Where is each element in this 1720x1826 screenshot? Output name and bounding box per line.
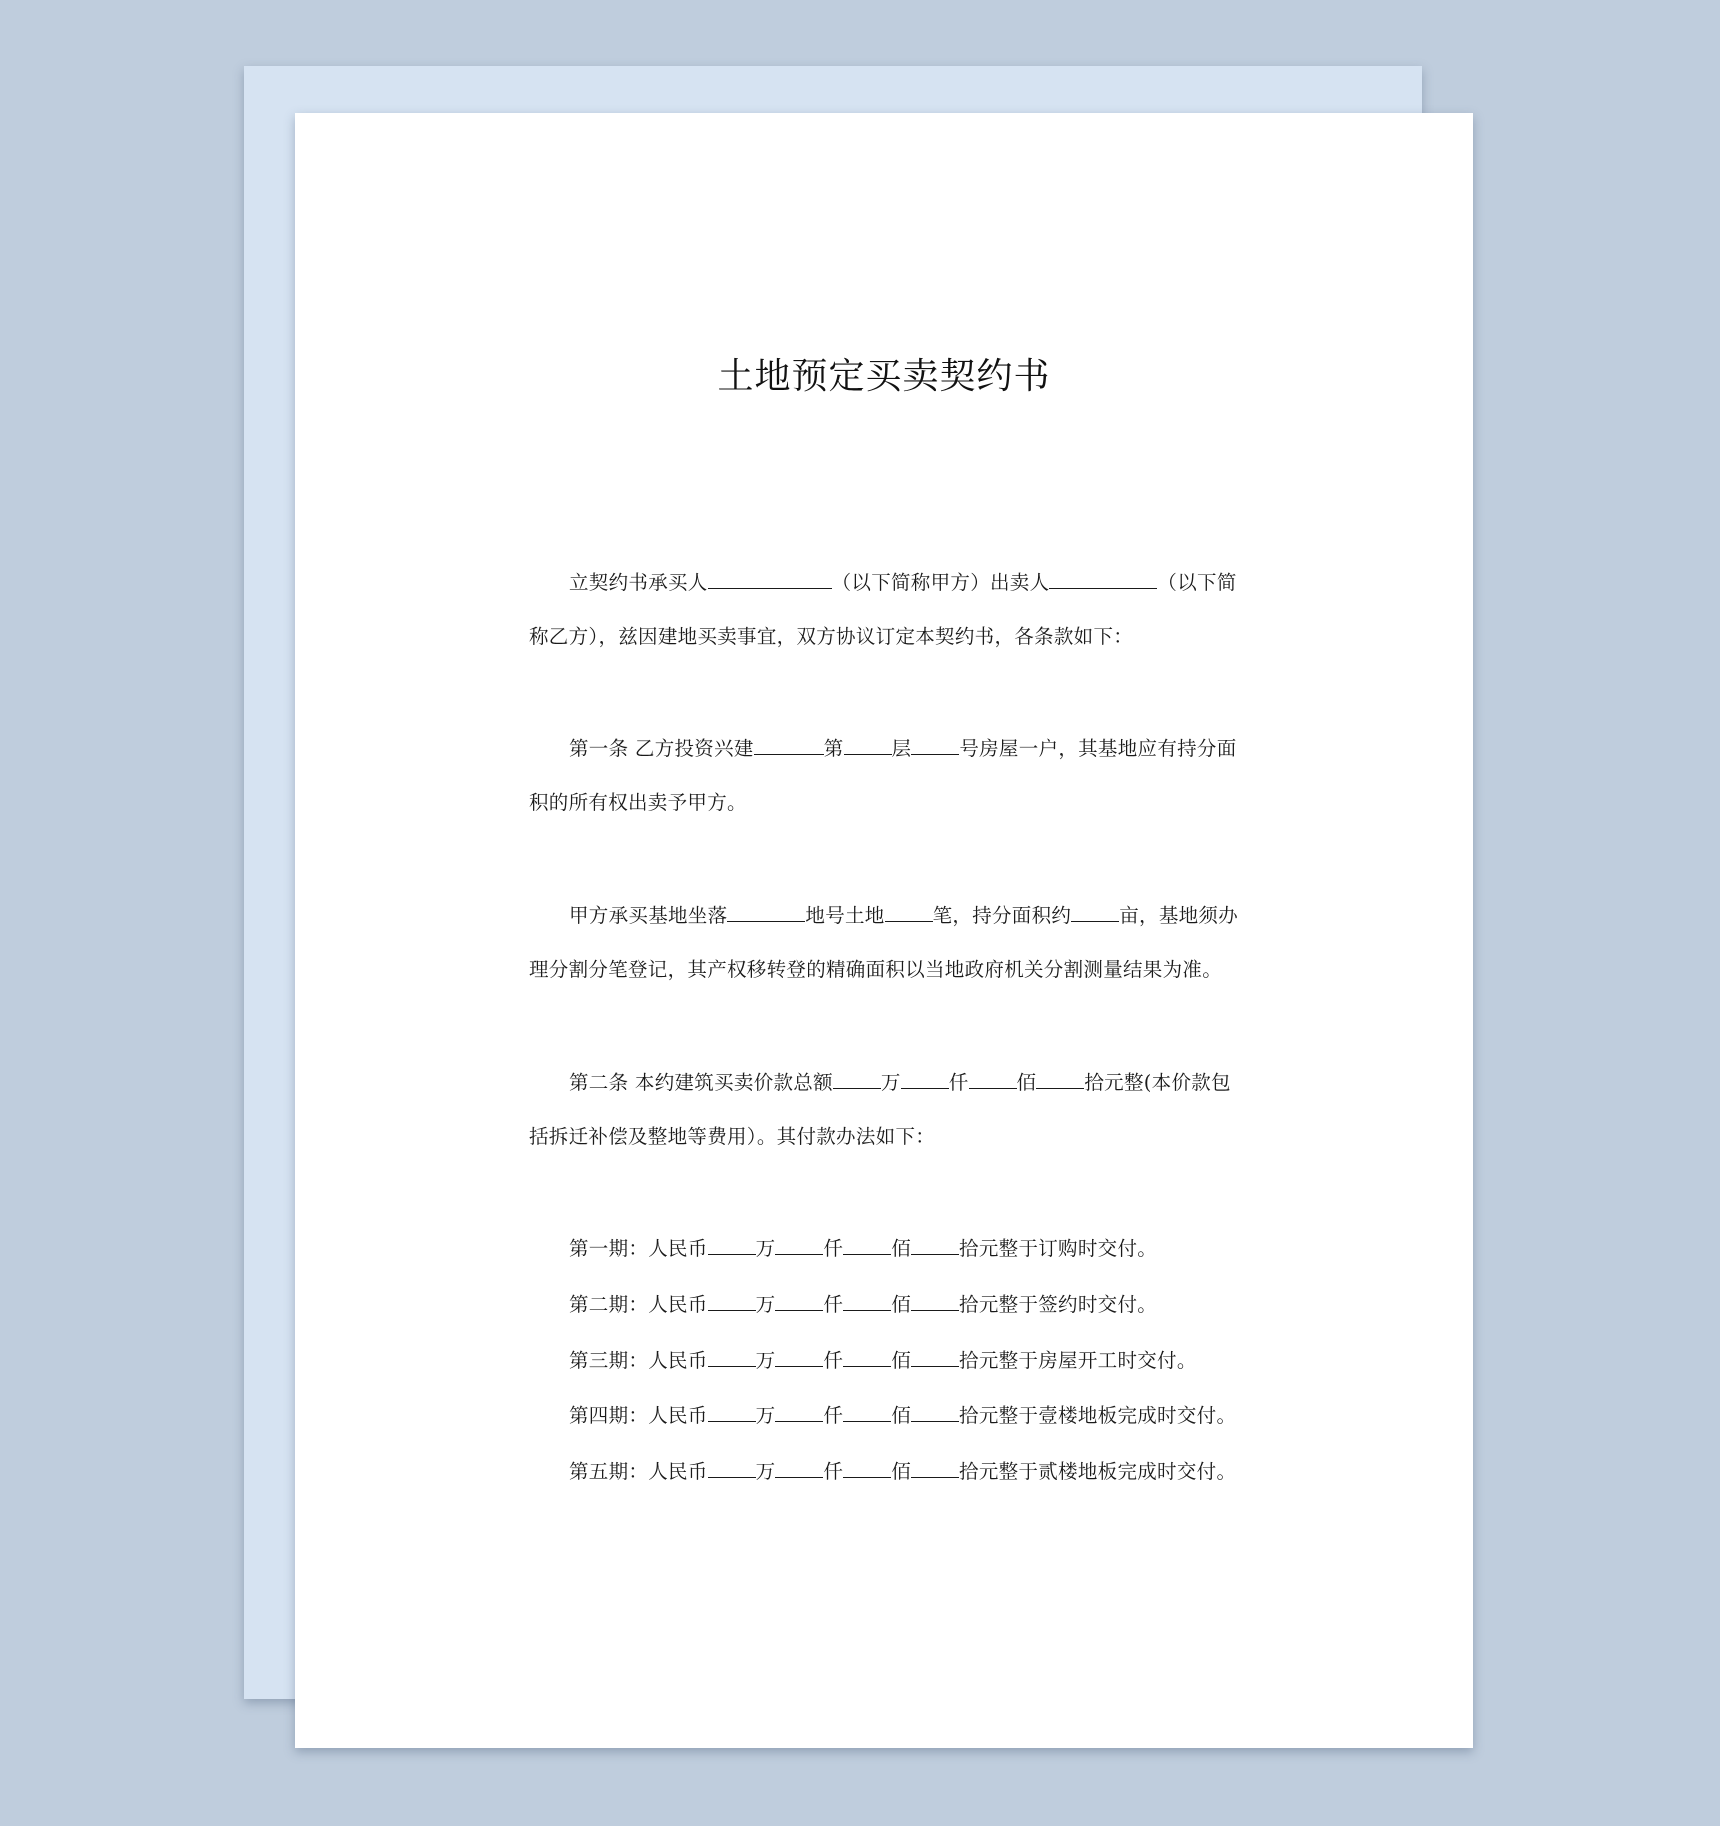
article-2-line-2: 括拆迁补偿及整地等费用）。其付款办法如下： xyxy=(529,1125,936,1148)
fill-blank xyxy=(775,1288,823,1311)
article-1-line-2: 积的所有权出卖予甲方。 xyxy=(529,791,747,814)
payment-tail: 拾元整于贰楼地板完成时交付。 xyxy=(959,1460,1237,1483)
fill-blank xyxy=(1036,1066,1084,1089)
article-text: 号房屋一户，其基地应有持分面 xyxy=(959,737,1237,760)
payment-line xyxy=(569,1288,1157,1320)
unit-text: 佰 xyxy=(891,1404,912,1427)
payment-line xyxy=(569,1232,1157,1264)
paragraph-text: 亩，基地须办 xyxy=(1119,904,1239,927)
payment-label: 第一期：人民币 xyxy=(569,1237,708,1260)
fill-blank xyxy=(754,732,824,755)
article-text: 第 xyxy=(823,737,844,760)
article-text: 层 xyxy=(891,737,912,760)
fill-blank xyxy=(911,1455,959,1478)
paragraph-2-line-2: 理分割分笔登记，其产权移转登的精确面积以当地政府机关分割测量结果为准。 xyxy=(529,958,1223,981)
fill-blank xyxy=(775,1399,823,1422)
fill-blank xyxy=(843,1232,891,1255)
unit-text: 仟 xyxy=(823,1293,844,1316)
paragraph-text: 甲方承买基地坐落 xyxy=(569,904,728,927)
paragraph-text: 地号土地 xyxy=(805,904,885,927)
unit-text: 万 xyxy=(755,1237,776,1260)
fill-blank xyxy=(911,1344,959,1367)
article-text: 仟 xyxy=(948,1071,969,1094)
fill-blank xyxy=(843,1455,891,1478)
fill-blank xyxy=(885,899,933,922)
payment-tail: 拾元整于订购时交付。 xyxy=(959,1237,1158,1260)
fill-blank xyxy=(708,1288,756,1311)
fill-blank xyxy=(708,1232,756,1255)
payment-tail: 拾元整于签约时交付。 xyxy=(959,1293,1158,1316)
document-title: 土地预定买卖契约书 xyxy=(717,356,1051,397)
article-text: 佰 xyxy=(1016,1071,1037,1094)
payment-label: 第五期：人民币 xyxy=(569,1460,708,1483)
fill-blank xyxy=(969,1066,1017,1089)
unit-text: 佰 xyxy=(891,1237,912,1260)
fill-blank xyxy=(833,1066,881,1089)
unit-text: 万 xyxy=(755,1293,776,1316)
payment-label: 第四期：人民币 xyxy=(569,1404,708,1427)
fill-blank xyxy=(843,1399,891,1422)
unit-text: 佰 xyxy=(891,1349,912,1372)
payment-tail: 拾元整于壹楼地板完成时交付。 xyxy=(959,1404,1237,1427)
fill-blank xyxy=(775,1455,823,1478)
fill-blank xyxy=(708,1344,756,1367)
fill-blank xyxy=(901,1066,949,1089)
unit-text: 仟 xyxy=(823,1237,844,1260)
article-text: 万 xyxy=(880,1071,901,1094)
fill-blank xyxy=(844,732,892,755)
article-text: 拾元整(本价款包 xyxy=(1084,1071,1231,1094)
fill-blank xyxy=(1071,899,1119,922)
fill-blank xyxy=(727,899,805,922)
payment-label: 第三期：人民币 xyxy=(569,1349,708,1372)
fill-blank xyxy=(911,1399,959,1422)
intro-line-1 xyxy=(569,566,1237,598)
fill-blank xyxy=(911,732,959,755)
fill-blank xyxy=(911,1288,959,1311)
unit-text: 佰 xyxy=(891,1293,912,1316)
article-text: 第一条 乙方投资兴建 xyxy=(569,737,754,760)
fill-blank xyxy=(775,1232,823,1255)
payment-line xyxy=(569,1455,1236,1487)
fill-blank xyxy=(708,1455,756,1478)
article-1-line-1 xyxy=(569,732,1237,764)
buyer-blank xyxy=(708,566,832,589)
intro-text: （以下简称甲方）出卖人 xyxy=(831,571,1050,594)
fill-blank xyxy=(843,1288,891,1311)
fill-blank xyxy=(911,1232,959,1255)
unit-text: 万 xyxy=(755,1460,776,1483)
unit-text: 佰 xyxy=(891,1460,912,1483)
payment-line xyxy=(569,1344,1197,1376)
fill-blank xyxy=(843,1344,891,1367)
unit-text: 仟 xyxy=(823,1349,844,1372)
payment-label: 第二期：人民币 xyxy=(569,1293,708,1316)
intro-line-2: 称乙方），兹因建地买卖事宜，双方协议订定本契约书，各条款如下： xyxy=(529,625,1134,648)
article-2-line-1 xyxy=(569,1066,1231,1098)
payment-tail: 拾元整于房屋开工时交付。 xyxy=(959,1349,1197,1372)
paragraph-2-line-1 xyxy=(569,899,1238,931)
intro-text: 立契约书承买人 xyxy=(569,571,708,594)
seller-blank xyxy=(1049,566,1157,589)
unit-text: 万 xyxy=(755,1404,776,1427)
unit-text: 仟 xyxy=(823,1460,844,1483)
unit-text: 万 xyxy=(755,1349,776,1372)
payment-line xyxy=(569,1399,1236,1431)
intro-text: （以下简 xyxy=(1157,571,1237,594)
fill-blank xyxy=(708,1399,756,1422)
unit-text: 仟 xyxy=(823,1404,844,1427)
fill-blank xyxy=(775,1344,823,1367)
article-text: 第二条 本约建筑买卖价款总额 xyxy=(569,1071,833,1094)
paragraph-text: 笔，持分面积约 xyxy=(932,904,1072,927)
